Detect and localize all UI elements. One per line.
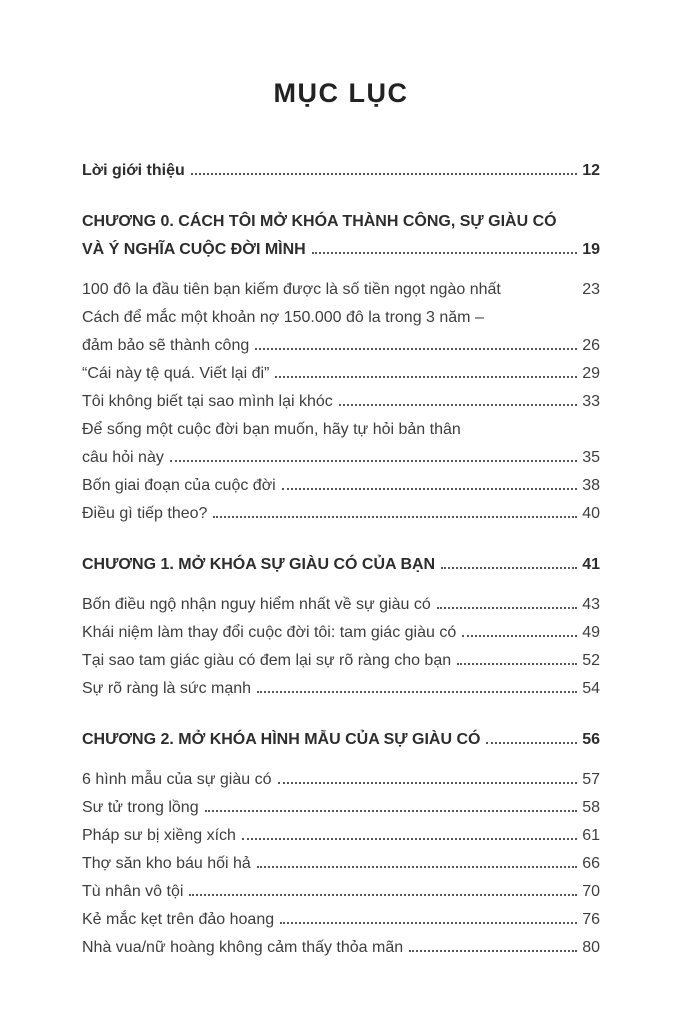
page-number: 57 — [582, 771, 600, 788]
toc-entry-line — [82, 236, 600, 264]
toc-entry-line — [82, 472, 600, 500]
toc-entry-line — [82, 726, 600, 754]
toc-entry-line — [82, 551, 600, 579]
entry-text: Lời giới thiệu — [82, 162, 185, 179]
toc-entry — [82, 878, 600, 906]
toc-entry — [82, 934, 600, 962]
page-number: 80 — [582, 939, 600, 956]
dot-leader — [170, 460, 577, 462]
entry-text: câu hỏi này — [82, 449, 164, 466]
toc-chapter-entry — [82, 208, 600, 264]
dot-leader — [242, 838, 577, 840]
entry-text: Nhà vua/nữ hoàng không cảm thấy thỏa mãn — [82, 939, 404, 956]
toc-entry — [82, 675, 600, 703]
page-number: 41 — [582, 556, 600, 573]
page-number: 12 — [582, 162, 600, 179]
entry-text: VÀ Ý NGHĨA CUỘC ĐỜI MÌNH — [82, 241, 306, 258]
toc-entry-line — [82, 208, 600, 236]
dot-leader — [191, 173, 577, 175]
page-number: 38 — [582, 477, 600, 494]
toc-entry-line — [82, 878, 600, 906]
dot-leader — [462, 635, 577, 637]
dot-leader — [457, 663, 577, 665]
dot-leader — [189, 894, 577, 896]
toc-entry — [82, 822, 600, 850]
toc-entry-line — [82, 906, 600, 934]
entry-text: đảm bảo sẽ thành công — [82, 337, 250, 354]
toc-entry-line — [82, 500, 600, 528]
entry-text: Tù nhân vô tội — [82, 883, 184, 900]
page-number: 29 — [582, 365, 600, 382]
page-number: 26 — [582, 337, 600, 354]
dot-leader — [409, 950, 577, 952]
toc-entry-line — [82, 304, 600, 332]
dot-leader — [486, 742, 577, 744]
page-number: 23 — [582, 281, 600, 298]
dot-leader — [257, 866, 577, 868]
entry-text: CHƯƠNG 1. MỞ KHÓA SỰ GIÀU CÓ CỦA BẠN — [82, 556, 436, 573]
entry-text: Khái niệm làm thay đổi cuộc đời tôi: tam giác giàu có — [82, 624, 457, 641]
page-number: 33 — [582, 393, 600, 410]
dot-leader — [280, 922, 577, 924]
dot-leader — [205, 810, 578, 812]
dot-leader — [339, 404, 577, 406]
page-number: 49 — [582, 624, 600, 641]
toc-entry-line — [82, 157, 600, 185]
page-number: 40 — [582, 505, 600, 522]
toc-entry — [82, 647, 600, 675]
dot-leader — [255, 348, 577, 350]
toc-entry-line — [82, 444, 600, 472]
toc-entry-line — [82, 822, 600, 850]
entry-text: Để sống một cuộc đời bạn muốn, hãy tự hỏi bản thân — [82, 421, 461, 438]
toc-entry-line — [82, 416, 600, 444]
toc-chapter-entry — [82, 726, 600, 754]
entry-text: Kẻ mắc kẹt trên đảo hoang — [82, 911, 275, 928]
toc-entry — [82, 500, 600, 528]
toc-entry-line — [82, 675, 600, 703]
entry-text: Thợ săn kho báu hối hả — [82, 855, 251, 872]
toc-entry-line — [82, 388, 600, 416]
page-number: 43 — [582, 596, 600, 613]
dot-leader — [437, 607, 577, 609]
entry-text: Tại sao tam giác giàu có đem lại sự rõ ràng cho bạn — [82, 652, 452, 669]
entry-text: 100 đô la đầu tiên bạn kiếm được là số tiền ngọt ngào nhất — [82, 281, 501, 298]
toc-entry-line — [82, 619, 600, 647]
toc-entry — [82, 850, 600, 878]
entry-text: 6 hình mẫu của sự giàu có — [82, 771, 272, 788]
dot-leader — [278, 782, 578, 784]
toc-entry — [82, 416, 600, 472]
entry-text: Bốn điều ngộ nhận nguy hiểm nhất về sự giàu có — [82, 596, 431, 613]
toc-entry — [82, 794, 600, 822]
toc-entry-line — [82, 934, 600, 962]
entry-text: “Cái này tệ quá. Viết lại đi” — [82, 365, 270, 382]
page-number: 70 — [582, 883, 600, 900]
toc-list — [82, 157, 600, 962]
entry-text: Pháp sư bị xiềng xích — [82, 827, 236, 844]
toc-entry-line — [82, 766, 600, 794]
toc-entry-line — [82, 276, 600, 304]
dot-leader — [275, 376, 577, 378]
toc-entry-line — [82, 850, 600, 878]
toc-entry-line — [82, 591, 600, 619]
toc-entry-line — [82, 360, 600, 388]
dot-leader — [441, 567, 577, 569]
page-number: 56 — [582, 731, 600, 748]
toc-entry-line — [82, 332, 600, 360]
toc-entry — [82, 906, 600, 934]
entry-text: Điều gì tiếp theo? — [82, 505, 208, 522]
page-number: 66 — [582, 855, 600, 872]
dot-leader — [312, 252, 577, 254]
toc-entry — [82, 591, 600, 619]
toc-entry — [82, 157, 600, 185]
page-number: 19 — [582, 241, 600, 258]
dot-leader — [282, 488, 577, 490]
entry-text: Cách để mắc một khoản nợ 150.000 đô la trong 3 năm – — [82, 309, 484, 326]
page-number: 61 — [582, 827, 600, 844]
toc-entry — [82, 619, 600, 647]
entry-text: Sư tử trong lồng — [82, 799, 199, 816]
page-number: 76 — [582, 911, 600, 928]
entry-text: Sự rõ ràng là sức mạnh — [82, 680, 252, 697]
dot-leader — [257, 691, 577, 693]
page-number: 54 — [582, 680, 600, 697]
entry-text: Bốn giai đoạn của cuộc đời — [82, 477, 276, 494]
page-number: 58 — [582, 799, 600, 816]
toc-entry — [82, 472, 600, 500]
toc-entry — [82, 360, 600, 388]
toc-entry-line — [82, 647, 600, 675]
dot-leader — [213, 516, 577, 518]
toc-entry — [82, 766, 600, 794]
toc-entry — [82, 276, 600, 304]
page-number: 35 — [582, 449, 600, 466]
entry-text: Tôi không biết tại sao mình lại khóc — [82, 393, 333, 410]
page-number: 52 — [582, 652, 600, 669]
entry-text: CHƯƠNG 2. MỞ KHÓA HÌNH MẪU CỦA SỰ GIÀU CÓ — [82, 731, 481, 748]
toc-entry-line — [82, 794, 600, 822]
entry-text: CHƯƠNG 0. CÁCH TÔI MỞ KHÓA THÀNH CÔNG, SỰ GIÀU CÓ — [82, 213, 557, 230]
toc-chapter-entry — [82, 551, 600, 579]
page-title: MỤC LỤC — [273, 78, 409, 108]
toc-entry — [82, 388, 600, 416]
toc-entry — [82, 304, 600, 360]
